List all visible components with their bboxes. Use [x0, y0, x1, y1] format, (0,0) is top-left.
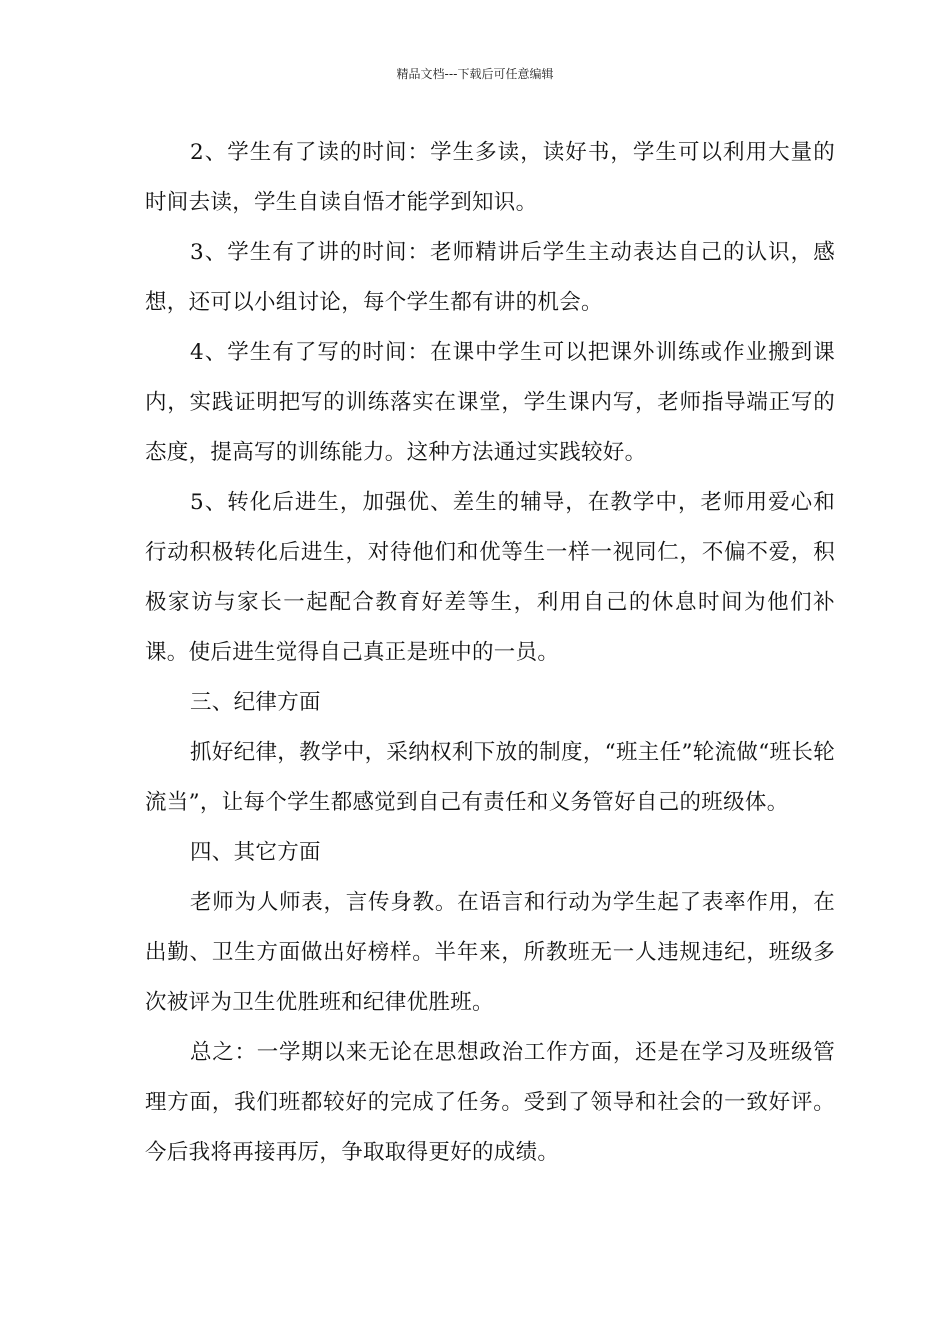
paragraph-discipline: 抓好纪律，教学中，采纳权利下放的制度，“班主任”轮流做“班长轮流当”，让每个学生都感觉到自己有责任和义务管好自己的班级体。	[145, 740, 835, 815]
page-header: 精品文档---下载后可任意编辑	[396, 67, 554, 81]
paragraph-struggling-students: 5、转化后进生，加强优、差生的辅导，在教学中，老师用爱心和行动积极转化后进生，对待他们和优等生一样一视同仁，不偏不爱，积极家访与家长一起配合教育好差等生，利用自己的休息时间为他们补课。使后进生觉得自己真正是班中的一员。	[145, 490, 835, 665]
paragraph-summary: 总之：一学期以来无论在思想政治工作方面，还是在学习及班级管理方面，我们班都较好的完成了任务。受到了领导和社会的一致好评。今后我将再接再厉，争取取得更好的成绩。	[145, 1040, 835, 1165]
document-body	[145, 128, 835, 1178]
paragraph-reading-time: 2、学生有了读的时间：学生多读，读好书，学生可以利用大量的时间去读，学生自读自悟才能学到知识。	[145, 140, 835, 215]
paragraph-writing-time: 4、学生有了写的时间：在课中学生可以把课外训练或作业搬到课内，实践证明把写的训练落实在课堂，学生课内写，老师指导端正写的态度，提高写的训练能力。这种方法通过实践较好。	[145, 340, 835, 465]
paragraph-role-model: 老师为人师表，言传身教。在语言和行动为学生起了表率作用，在出勤、卫生方面做出好榜样。半年来，所教班无一人违规违纪，班级多次被评为卫生优胜班和纪律优胜班。	[145, 890, 835, 1015]
section-heading-discipline: 三、纪律方面	[190, 690, 321, 715]
section-heading-other: 四、其它方面	[190, 840, 321, 865]
paragraph-speaking-time: 3、学生有了讲的时间：老师精讲后学生主动表达自己的认识，感想，还可以小组讨论，每个学生都有讲的机会。	[145, 240, 835, 315]
